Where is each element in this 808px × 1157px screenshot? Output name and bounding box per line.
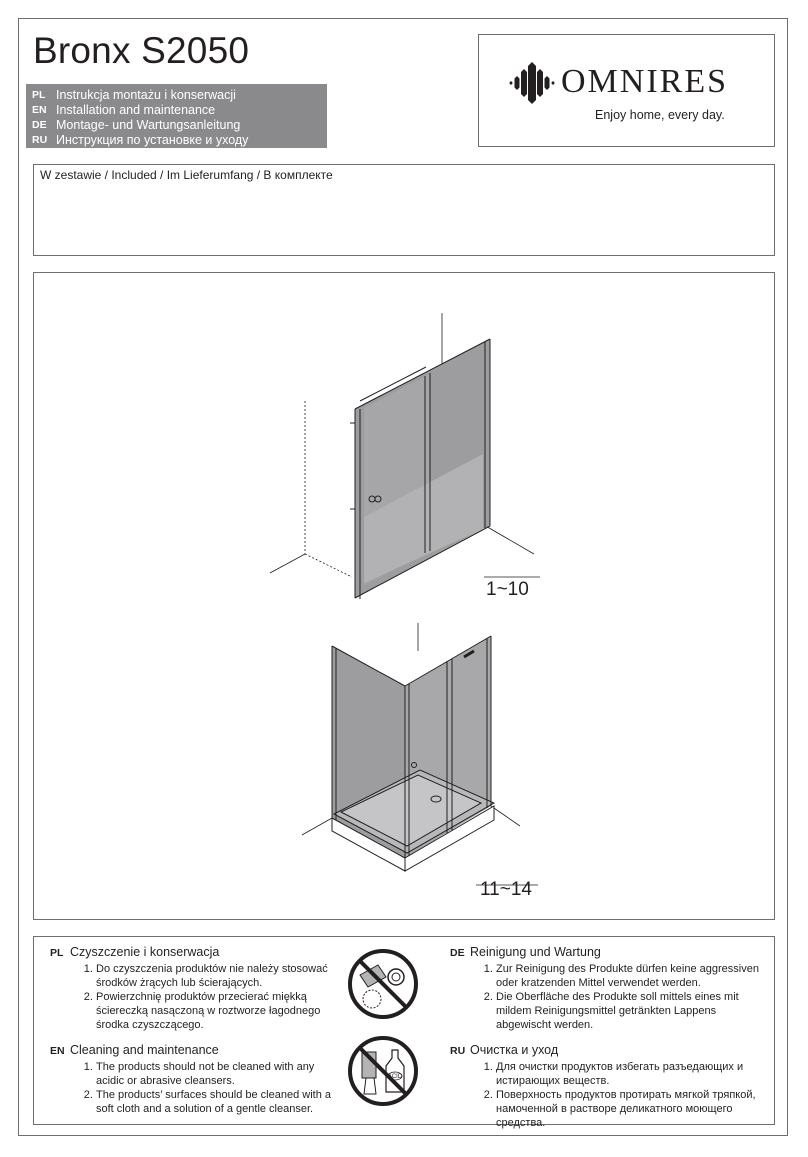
lang-row-en: EN Installation and maintenance (32, 103, 216, 117)
care-en-item-2: 2. The products’ surfaces should be cleaned with a soft cloth and a solution of a gentle cleanser. (96, 1088, 340, 1116)
care-en-item-1: 1. The products should not be cleaned with any acidic or abrasive cleansers. (96, 1060, 340, 1088)
care-de-item-1: 1. Zur Reinigung des Produkte dürfen keine aggressiven oder kratzenden Mittel verwendet werden. (496, 962, 770, 990)
step-label-1-10: 1~10 (486, 579, 529, 600)
no-acid-icon (346, 1034, 420, 1108)
brand-tagline: Enjoy home, every day. (595, 108, 725, 122)
care-ru-item-1: 1. Для очистки продуктов избегать разъедающих и истирающих веществ. (496, 1060, 770, 1088)
care-block-en: EN Cleaning and maintenance 1. The products should not be cleaned with any acidic or abrasive cleansers. 2. The products’ surfaces should be cleaned with a soft cloth and a solution of a gentle cleanser. (50, 1043, 340, 1116)
included-label: W zestawie / Included / Im Lieferumfang / В комплекте (40, 168, 333, 182)
care-pl-item-1: 1. Do czyszczenia produktów nie należy stosować środków żrących lub ścierających. (96, 962, 340, 990)
brand-box (478, 34, 775, 147)
care-block-ru: RU Очистка и уход 1. Для очистки продуктов избегать разъедающих и истирающих веществ. 2. Поверхность продуктов протирать мягкой тряпкой, намоченной в растворе деликатного моющего средства. (450, 1043, 770, 1130)
step-label-11-14: 11~14 (480, 879, 532, 900)
assembly-diagram (33, 272, 775, 920)
care-pl-item-2: 2. Powierzchnię produktów przecierać miękką ściereczką nasączoną w roztworze łagodnego środka czyszczącego. (96, 990, 340, 1032)
page-title: Bronx S2050 (33, 30, 250, 71)
brand-name: OMNIRES (561, 63, 729, 100)
care-de-item-2: 2. Die Oberfläche des Produkte soll mittels eines mit mildem Reinigungsmittel getränkten Lappens abgewischt werden. (496, 990, 770, 1032)
acid-label: ACID (387, 1074, 403, 1080)
shower-door-illustration (34, 273, 774, 919)
lang-row-de: DE Montage- und Wartungsanleitung (32, 118, 241, 132)
included-box (33, 164, 775, 256)
omnires-logo-icon (509, 60, 555, 106)
care-section (33, 936, 775, 1129)
care-block-de: DE Reinigung und Wartung 1. Zur Reinigung des Produkte dürfen keine aggressiven oder kratzenden Mittel verwendet werden. 2. Die Oberfläche des Produkte soll mittels eines mit mildem Reinigungsmittel getränkten Lappens abgewischt werden. (450, 945, 770, 1032)
lang-row-ru: RU Инструкция по установке и уходу (32, 133, 249, 147)
no-abrasive-icon (346, 947, 420, 1021)
care-ru-item-2: 2. Поверхность продуктов протирать мягкой тряпкой, намоченной в растворе деликатного моющего средства. (496, 1088, 770, 1130)
language-bar (26, 84, 327, 148)
care-block-pl: PL Czyszczenie i konserwacja 1. Do czyszczenia produktów nie należy stosować środków żrących lub ścierających. 2. Powierzchnię produktów przecierać miękką ściereczką nasączoną w roztworze łagodnego środka czyszczącego. (50, 945, 340, 1032)
lang-row-pl: PL Instrukcja montażu i konserwacji (32, 88, 236, 102)
